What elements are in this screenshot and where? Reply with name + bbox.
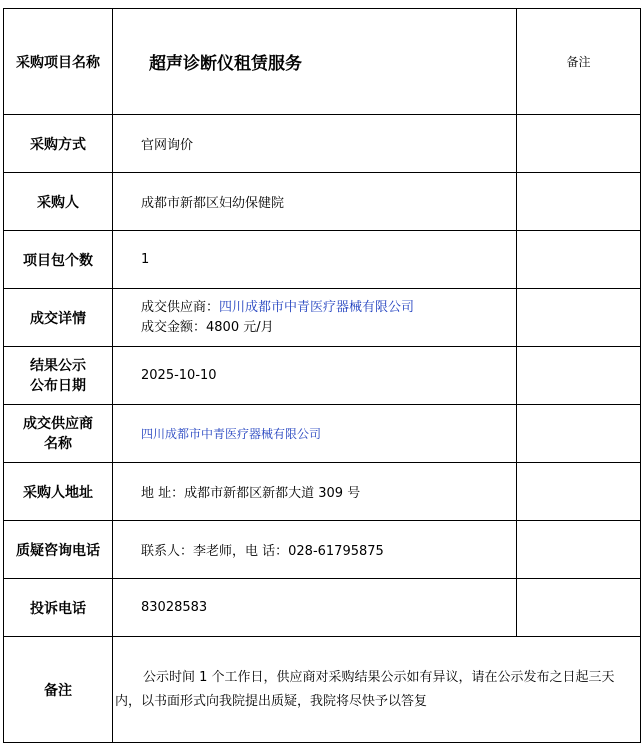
row-project-name (4, 9, 641, 115)
deal-supplier-line (141, 298, 516, 318)
method-value: 官网询价 (113, 115, 517, 173)
complaint-label: 投诉电话 (4, 579, 113, 637)
row-purchaser (4, 173, 641, 231)
supplier-name-remark (517, 405, 641, 463)
row-address (4, 463, 641, 521)
packages-remark (517, 231, 641, 289)
date-remark (517, 347, 641, 405)
row-method (4, 115, 641, 173)
deal-label: 成交详情 (4, 289, 113, 347)
row-deal (4, 289, 641, 347)
packages-label: 项目包个数 (4, 231, 113, 289)
remark-column-header: 备注 (517, 9, 641, 115)
purchaser-value: 成都市新都区妇幼保健院 (113, 173, 517, 231)
method-remark (517, 115, 641, 173)
supplier-name-value: 四川成都市中青医疗器械有限公司 (113, 405, 517, 463)
method-label: 采购方式 (4, 115, 113, 173)
deal-supplier-prefix: 成交供应商： (141, 299, 220, 315)
inquiry-value: 联系人：李老师，电 话：028-61795875 (113, 521, 517, 579)
date-value: 2025-10-10 (113, 347, 517, 405)
deal-supplier-name: 四川成都市中青医疗器械有限公司 (219, 299, 415, 315)
row-packages (4, 231, 641, 289)
remark-notice: 公示时间 1 个工作日，供应商对采购结果公示如有异议，请在公示发布之日起三天内，以书面形式向我院提出质疑，我院将尽快予以答复 (113, 637, 641, 743)
row-inquiry (4, 521, 641, 579)
row-date (4, 347, 641, 405)
remark-label: 备注 (4, 637, 113, 743)
inquiry-remark (517, 521, 641, 579)
complaint-value: 83028583 (113, 579, 517, 637)
supplier-name-label-line1: 成交供应商 (23, 415, 93, 432)
deal-value (113, 289, 517, 347)
purchaser-label: 采购人 (4, 173, 113, 231)
date-label-line1: 结果公示 (30, 357, 86, 374)
procurement-result-table (3, 8, 641, 743)
purchaser-remark (517, 173, 641, 231)
date-label (4, 347, 113, 405)
date-label-line2: 公布日期 (30, 377, 86, 394)
complaint-remark (517, 579, 641, 637)
address-remark (517, 463, 641, 521)
row-remark (4, 637, 641, 743)
project-title: 超声诊断仪租赁服务 (113, 9, 517, 115)
address-value: 地 址：成都市新都区新都大道 309 号 (113, 463, 517, 521)
deal-remark (517, 289, 641, 347)
packages-value: 1 (113, 231, 517, 289)
row-complaint (4, 579, 641, 637)
deal-amount: 成交金额：4800 元/月 (141, 319, 274, 335)
inquiry-label: 质疑咨询电话 (4, 521, 113, 579)
project-name-label: 采购项目名称 (4, 9, 113, 115)
supplier-name-label-line2: 名称 (44, 435, 72, 452)
supplier-name-label (4, 405, 113, 463)
row-supplier-name (4, 405, 641, 463)
address-label: 采购人地址 (4, 463, 113, 521)
